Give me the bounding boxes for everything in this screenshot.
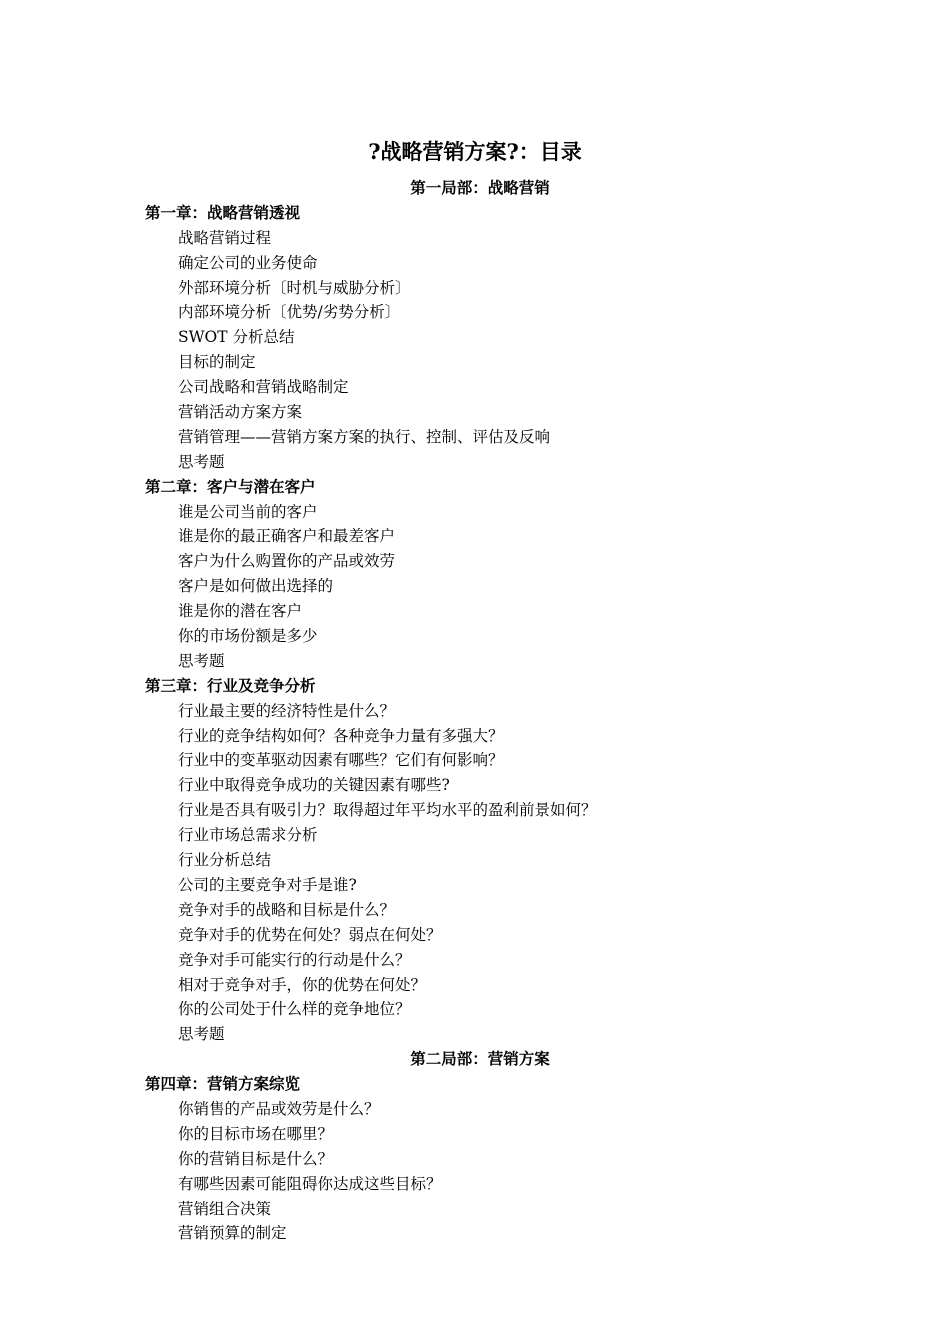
toc-item: 确定公司的业务使命 bbox=[178, 253, 318, 272]
toc-item: 竞争对手的优势在何处？弱点在何处？ bbox=[178, 925, 442, 944]
toc-item: 你的营销目标是什么？ bbox=[178, 1149, 334, 1168]
toc-item: 思考题 bbox=[178, 1025, 225, 1044]
toc-item: 行业中的变革驱动因素有哪些？它们有何影响？ bbox=[178, 751, 504, 770]
toc-item: 有哪些因素可能阻碍你达成这些目标？ bbox=[178, 1174, 442, 1193]
toc-item: 你的市场份额是多少 bbox=[178, 627, 318, 646]
toc-item: 行业市场总需求分析 bbox=[178, 826, 318, 845]
toc-item: 行业分析总结 bbox=[178, 851, 272, 870]
toc-item: 行业是否具有吸引力？取得超过年平均水平的盈利前景如何？ bbox=[178, 801, 597, 820]
part-heading: 第一局部：战略营销 bbox=[410, 178, 550, 197]
toc-item: 思考题 bbox=[178, 651, 225, 670]
toc-item: 你销售的产品或效劳是什么？ bbox=[178, 1099, 380, 1118]
toc-item: 思考题 bbox=[178, 452, 225, 471]
toc-item: 目标的制定 bbox=[178, 353, 256, 372]
toc-item: 谁是你的潜在客户 bbox=[178, 602, 303, 621]
chapter-heading: 第三章：行业及竞争分析 bbox=[145, 675, 316, 695]
chapter-heading: 第二章：客户与潜在客户 bbox=[145, 476, 316, 496]
toc-item: 外部环境分析〔时机与威胁分析〕 bbox=[178, 278, 411, 297]
toc-item: 公司的主要竞争对手是谁? bbox=[178, 875, 357, 894]
toc-item: SWOT 分析总结 bbox=[178, 328, 295, 347]
toc-item: 行业最主要的经济特性是什么？ bbox=[178, 701, 396, 720]
toc-item: 公司战略和营销战略制定 bbox=[178, 378, 349, 397]
toc-item: 营销管理——营销方案方案的执行、控制、评估及反响 bbox=[178, 427, 551, 446]
toc-item: 战略营销过程 bbox=[178, 228, 272, 247]
toc-item: 营销活动方案方案 bbox=[178, 403, 303, 422]
toc-item: 竞争对手的战略和目标是什么？ bbox=[178, 900, 396, 919]
toc-item: 内部环境分析〔优势/劣势分析〕 bbox=[178, 303, 401, 322]
table-of-contents bbox=[145, 176, 845, 1246]
toc-item: 营销预算的制定 bbox=[178, 1224, 287, 1243]
toc-item: 你的目标市场在哪里？ bbox=[178, 1124, 334, 1143]
chapter-heading: 第一章：战略营销透视 bbox=[145, 202, 301, 222]
toc-item: 相对于竞争对手，你的优势在何处？ bbox=[178, 975, 427, 994]
toc-item: 行业的竞争结构如何？各种竞争力量有多强大？ bbox=[178, 726, 504, 745]
toc-item: 客户为什么购置你的产品或效劳 bbox=[178, 552, 396, 571]
toc-item: 谁是你的最正确客户和最差客户 bbox=[178, 527, 396, 546]
chapter-heading: 第四章：营销方案综览 bbox=[145, 1074, 301, 1094]
document-title: ?战略营销方案?：目录 bbox=[368, 139, 582, 164]
part-heading: 第二局部：营销方案 bbox=[410, 1049, 550, 1069]
toc-item: 谁是公司当前的客户 bbox=[178, 502, 318, 521]
toc-item: 营销组合决策 bbox=[178, 1199, 272, 1218]
toc-item: 竞争对手可能实行的行动是什么？ bbox=[178, 950, 411, 969]
toc-item: 行业中取得竞争成功的关键因素有哪些? bbox=[178, 776, 450, 795]
toc-item: 你的公司处于什么样的竞争地位？ bbox=[178, 1000, 411, 1019]
toc-item: 客户是如何做出选择的 bbox=[178, 577, 334, 596]
